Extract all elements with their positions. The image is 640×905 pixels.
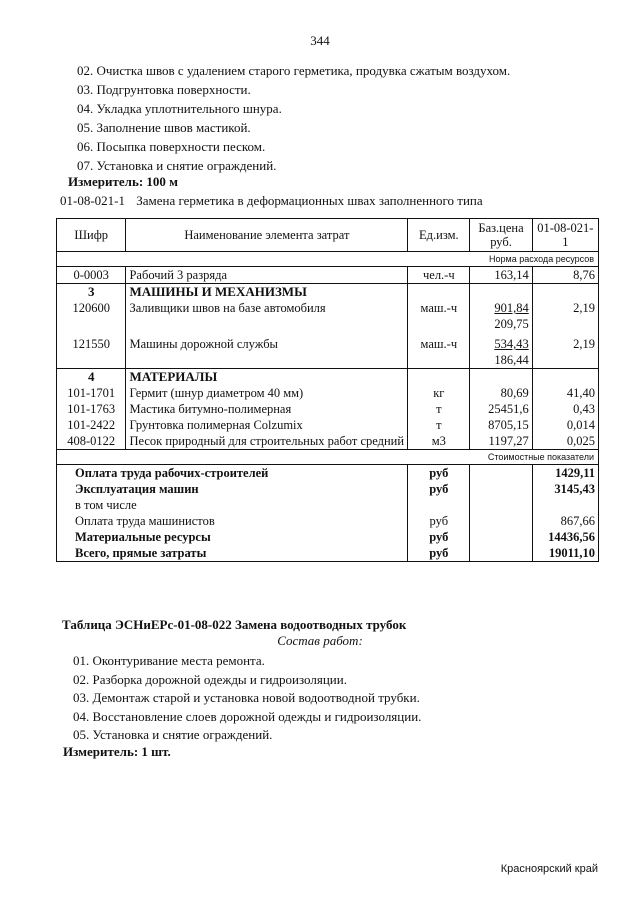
section-title: МАТЕРИАЛЫ [126,369,408,386]
work-item: 02. Разборка дорожной одежды и гидроизоляции. [73,671,347,687]
section-row [57,284,599,301]
footer-region: Красноярский край [500,863,598,875]
summary-value: 3145,43 [532,481,598,497]
summary-unit: руб [408,545,470,562]
cell-norm: 2,19 [532,300,598,332]
cell-code: 0-0003 [57,267,126,284]
summary-row [57,465,599,482]
cell-code: 101-2422 [57,417,126,433]
cell-name: Мастика битумно-полимерная [126,401,408,417]
summary-name: Оплата труда машинистов [57,513,408,529]
cell-price [470,300,532,332]
price-value: 534,43 [494,337,529,351]
band-resources: Норма расхода ресурсов [57,252,599,267]
band-row [57,252,599,267]
summary-unit: руб [408,465,470,482]
page-number: 344 [310,33,330,48]
cell-name: Машины дорожной службы [126,332,408,369]
work-item: 01. Оконтуривание места ремонта. [73,653,265,668]
header-price: Баз.цена руб. [470,219,532,252]
table-row [57,300,599,332]
summary-row [57,513,599,529]
table-row [57,267,599,284]
section-number: 3 [57,284,126,301]
summary-name: Материальные ресурсы [57,529,408,545]
table-header-row [57,219,599,252]
cell-price: 25451,6 [470,401,532,417]
table2-title: Таблица ЭСНиЕРс-01-08-022 Замена водоотводных трубок [62,617,407,632]
cost-table [56,218,599,562]
table-row [57,385,599,401]
table-row [57,417,599,433]
item-code: 01-08-021-1 [60,193,125,208]
work-item: 05. Заполнение швов мастикой. [77,120,251,135]
cell-price: 1197,27 [470,433,532,450]
table-row [57,332,599,369]
cell-code: 121550 [57,332,126,369]
item-subtitle [60,193,483,209]
cell-code: 120600 [57,300,126,332]
cell-code: 101-1763 [57,401,126,417]
section-number: 4 [57,369,126,386]
price-value: 901,84 [494,301,529,315]
price-sub: 209,75 [494,317,529,331]
cell-norm: 41,40 [532,385,598,401]
cell-norm: 0,43 [532,401,598,417]
cell-unit: чел.-ч [408,267,470,284]
price-sub: 186,44 [494,353,529,367]
summary-row [57,497,599,513]
work-item: 04. Восстановление слоев дорожной одежды и гидроизоляции. [73,708,422,724]
work-item: 07. Установка и снятие ограждений. [77,158,277,173]
work-item: 03. Подгрунтовка поверхности. [77,82,251,97]
summary-row [57,481,599,497]
cell-unit: м3 [408,433,470,450]
summary-value: 1429,11 [532,465,598,482]
summary-value: 19011,10 [532,545,598,562]
cell-code: 101-1701 [57,385,126,401]
measure-unit: Измеритель: 100 м [68,174,179,189]
cell-price [470,332,532,369]
work-list [77,61,510,175]
work-item: 04. Укладка уплотнительного шнура. [77,101,282,116]
summary-name: в том числе [57,497,408,513]
cell-unit: маш.-ч [408,300,470,332]
summary-row [57,529,599,545]
section-title: МАШИНЫ И МЕХАНИЗМЫ [126,284,408,301]
table-row [57,401,599,417]
cell-unit: т [408,417,470,433]
cell-name: Заливщики швов на базе автомобиля [126,300,408,332]
summary-name: Всего, прямые затраты [57,545,408,562]
table-row [57,433,599,450]
cell-price: 8705,15 [470,417,532,433]
work-item: 02. Очистка швов с удалением старого герметика, продувка сжатым воздухом. [77,63,511,78]
cell-norm: 2,19 [532,332,598,369]
header-name: Наименование элемента затрат [126,219,408,252]
cell-unit: кг [408,385,470,401]
cell-price: 163,14 [470,267,532,284]
cell-name: Песок природный для строительных работ средний [126,433,408,450]
summary-unit: руб [408,529,470,545]
cell-code: 408-0122 [57,433,126,450]
item-title: Замена герметика в деформационных швах заполненного типа [136,193,483,208]
summary-value: 14436,56 [532,529,598,545]
summary-unit: руб [408,513,470,529]
work-item: 06. Посыпка поверхности песком. [77,139,266,154]
work-item: 05. Установка и снятие ограждений. [73,727,273,742]
cell-name: Рабочий 3 разряда [126,267,408,284]
cell-norm: 0,025 [532,433,598,450]
band-costs: Стоимостные показатели [57,450,599,465]
summary-name: Эксплуатация машин [57,481,408,497]
cell-norm: 8,76 [532,267,598,284]
summary-row [57,545,599,562]
cell-unit: маш.-ч [408,332,470,369]
header-code: Шифр [57,219,126,252]
cell-unit: т [408,401,470,417]
work-list [73,652,421,745]
summary-name: Оплата труда рабочих-строителей [57,465,408,482]
cell-price: 80,69 [470,385,532,401]
cell-name: Грунтовка полимерная Colzumix [126,417,408,433]
cell-name: Гермит (шнур диаметром 40 мм) [126,385,408,401]
work-item: 03. Демонтаж старой и установка новой водоотводной трубки. [73,690,420,705]
summary-unit: руб [408,481,470,497]
cell-norm: 0,014 [532,417,598,433]
table2-subtitle: Состав работ: [277,633,363,648]
header-unit: Ед.изм. [408,219,470,252]
band-row [57,450,599,465]
summary-value: 867,66 [532,513,598,529]
section-row [57,369,599,386]
measure-unit: Измеритель: 1 шт. [63,744,171,759]
header-norm: 01-08-021-1 [532,219,598,252]
